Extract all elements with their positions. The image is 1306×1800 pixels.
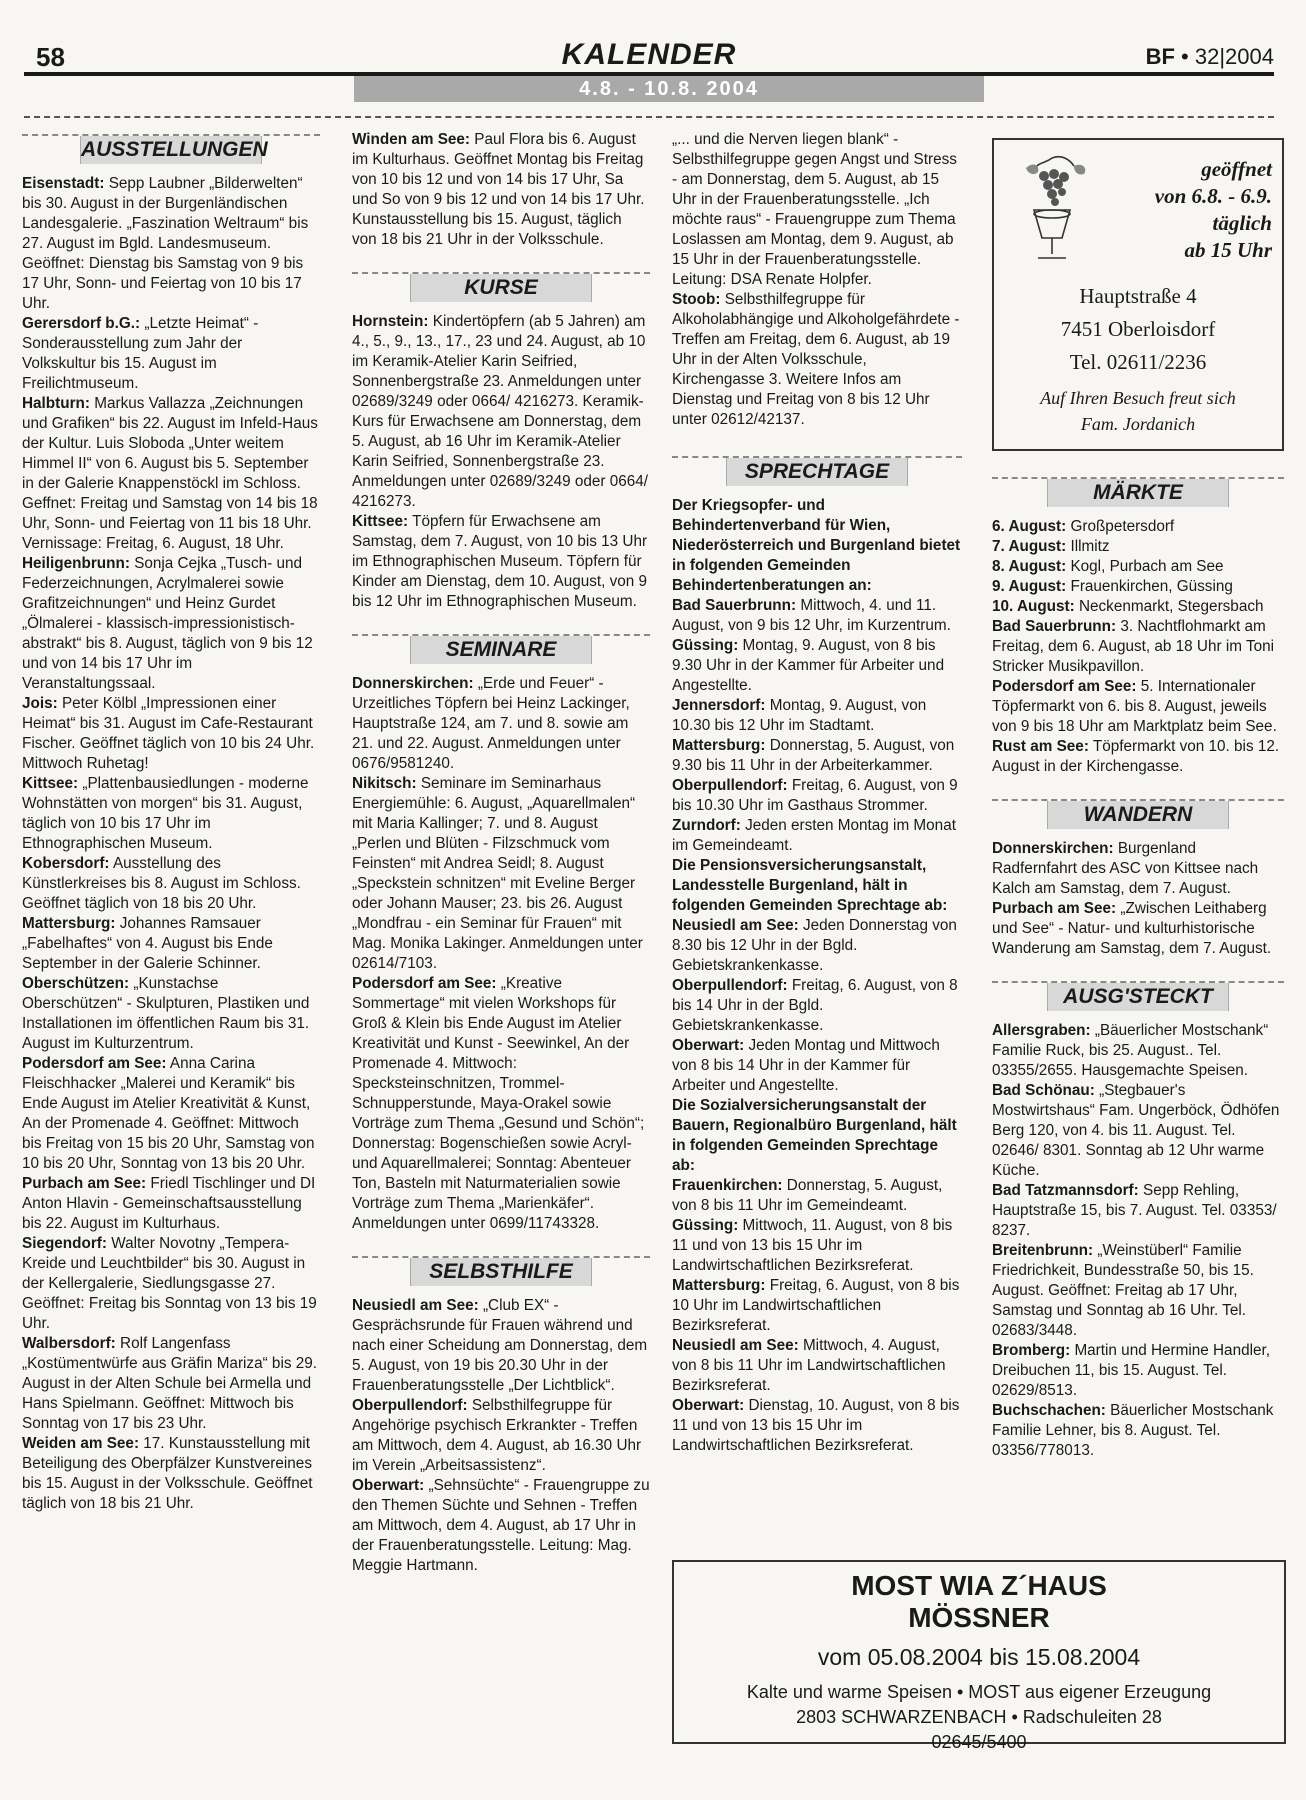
- sprechtage-intro-svb: Die Sozialversicherungsanstalt der Bauern, Regionalbüro Burgenland, hält in folgenden Gemeinden Sprechtage ab:: [672, 1097, 957, 1174]
- entry-text: Jeden Montag und Mittwoch von 8 bis 14 Uhr in der Kammer für Arbeiter und Angestellte.: [672, 1037, 940, 1094]
- entry-location: Mattersburg:: [22, 915, 116, 932]
- opening-hours: geöffnet von 6.8. - 6.9. täglich ab 15 Uhr: [1154, 157, 1272, 262]
- entry-text: Montag, 9. August, von 10.30 bis 12 Uhr im Stadtamt.: [672, 697, 927, 734]
- entry-text: Paul Flora bis 6. August im Kulturhaus. Geöffnet Montag bis Freitag von 10 bis 12 und von 14 bis 17 Uhr, Sa und So von 9 bis 12 und von 14 bis 17 Uhr. Kunstausstellung bis 15. August, täglich von 18 bis 21 Uhr in der Volksschule.: [352, 131, 645, 248]
- entry-text: Friedl Tischlinger und DI Anton Hlavin - Gemeinschaftsausstellung bis 22. August im Kulturhaus.: [22, 1175, 316, 1232]
- calendar-entry: [672, 596, 962, 636]
- calendar-entry: [672, 1276, 962, 1336]
- entry-text: Markus Vallazza „Zeichnungen und Grafiken“ bis 22. August im Infeld-Haus der Kultur. Luis Sloboda „Unter weitem Himmel II“ von 6. August bis 5. September in der Galerie Knappenstöckl im Schloss. Geffnet: Freitag und Samstag von 14 bis 18 Uhr, Sonn- und Feiertag von 11 bis 18 Uhr. Vernissage: Freitag, 6. August, 18 Uhr.: [22, 395, 318, 552]
- entry-location: Donnerskirchen:: [352, 675, 474, 692]
- entry-text: Freitag, 6. August, von 9 bis 10.30 Uhr im Gasthaus Strommer.: [672, 777, 958, 814]
- entry-text: Johannes Ramsauer „Fabelhaftes“ von 4. August bis Ende September in der Galerie Schinner.: [22, 915, 273, 972]
- entry-location: 8. August:: [992, 558, 1067, 575]
- calendar-entry: [992, 517, 1284, 537]
- issue-number: 32|2004: [1194, 44, 1274, 69]
- entry-text: Frauenkirchen, Güssing: [1070, 578, 1233, 595]
- winden-entry-list: [352, 130, 650, 250]
- sprechtage-kob-list: [672, 596, 962, 856]
- entry-text: Illmitz: [1070, 538, 1110, 555]
- entry-location: Frauenkirchen:: [672, 1177, 783, 1194]
- entry-location: Nikitsch:: [352, 775, 417, 792]
- sprechtage-svb-list: [672, 1176, 962, 1456]
- entry-text: „Plattenbausiedlungen - moderne Wohnstätten von morgen“ bis 31. August, täglich von 10 bis 17 Uhr im Ethnographischen Museum.: [22, 775, 309, 852]
- phone: Tel. 02611/2236: [1069, 350, 1207, 374]
- calendar-entry: [672, 816, 962, 856]
- entry-text: Töpfern für Erwachsene am Samstag, dem 7. August, von 10 bis 13 Uhr im Ethnographischen Museum. Töpfern für Kinder am Dienstag, dem 10. August, von 9 bis 12 Uhr im Ethnographischen Museum.: [352, 513, 648, 610]
- entry-text: Bäuerlicher Mostschank Familie Lehner, bis 8. August. Tel. 03356/778013.: [992, 1402, 1274, 1459]
- entry-location: Kittsee:: [22, 775, 79, 792]
- entry-location: Oberpullendorf:: [672, 777, 788, 794]
- calendar-entry: [352, 1396, 650, 1476]
- entry-location: Bromberg:: [992, 1342, 1071, 1359]
- calendar-entry: [672, 976, 962, 1036]
- entry-location: Halbturn:: [22, 395, 90, 412]
- calendar-entry: [992, 537, 1284, 557]
- entry-location: Zurndorf:: [672, 817, 741, 834]
- maerkte-list: [992, 517, 1284, 777]
- entry-text: „Letzte Heimat“ - Sonderausstellung zum Jahr der Volkskultur bis 15. August im Freilichtmuseum.: [22, 315, 259, 392]
- category-title: SPRECHTAGE: [726, 458, 908, 486]
- entry-text: „Bäuerlicher Mostschank“ Familie Ruck, bis 25. August.. Tel. 03355/2655. Hausgemachte Speisen.: [992, 1022, 1269, 1079]
- selbsthilfe-list: [352, 1296, 650, 1576]
- calendar-entry: [992, 737, 1284, 777]
- entry-location: Oberwart:: [672, 1397, 745, 1414]
- calendar-entry: [992, 1081, 1284, 1181]
- entry-location: Neusiedl am See:: [352, 1297, 479, 1314]
- calendar-entry: [672, 696, 962, 736]
- city: 7451 Oberloisdorf: [1060, 317, 1216, 341]
- entry-text: Seminare im Seminarhaus Energiemühle: 6. August, „Aquarellmalen“ mit Maria Kallinger; 7. und 8. August „Perlen und Blüten - Filzschmuck vom Feinsten“ mit Andrea Seidl; 8. August „Speckstein schnitzen“ mit Eveline Berger oder Johann Mauser; 23. bis 26. August „Mondfrau - ein Seminar für Frauen“ mit Mag. Monika Lakinger. Anmeldungen unter 02614/7103.: [352, 775, 643, 972]
- address-block: [1004, 280, 1272, 379]
- section-title: KALENDER: [561, 38, 737, 71]
- issue-separator: •: [1181, 44, 1189, 69]
- category-title: WANDERN: [1047, 801, 1229, 829]
- street: Hauptstraße 4: [1079, 284, 1197, 308]
- calendar-entry: [22, 314, 320, 394]
- most-wia-zhaus-ad: [672, 1560, 1286, 1752]
- category-sprechtage: [672, 456, 962, 486]
- category-title: AUSSTELLUNGEN: [80, 136, 262, 164]
- entry-text: Donnerstag, 5. August, von 9.30 bis 11 Uhr in der Arbeiterkammer.: [672, 737, 955, 774]
- entry-text: 17. Kunstausstellung mit Beteiligung des Oberpfälzer Kunstvereines bis 15. August in der Volksschule. Geöffnet täglich von 18 bis 21 Uhr.: [22, 1435, 313, 1512]
- calendar-entry: [672, 1176, 962, 1216]
- entry-text: „Kreative Sommertage“ mit vielen Workshops für Groß & Klein bis Ende August im Atelier Kreativität und Kunst - Seewinkel, An der Promenade 4. Mittwoch: Specksteinschnitzen, Trommel-Schnupperstunde, Maya-Orakel sowie Vorträge zum Thema „Gesund und Schön“; Donnerstag: Bogenschießen sowie Acryl- und Aquarellmalerei; Sonntag: Abenteuer Ton, Basteln mit Naturmaterialien sowie Vorträge zum Thema „Marienkäfer“. Anmeldungen unter 0699/11743328.: [352, 975, 645, 1232]
- calendar-entry: [992, 677, 1284, 737]
- entry-text: Walter Novotny „Tempera-Kreide und Leuchtbilder“ bis 30. August in der Kellergalerie, Siedlungsgasse 27. Geöffnet: Freitag bis Sonntag von 13 bis 19 Uhr.: [22, 1235, 317, 1332]
- entry-location: Winden am See:: [352, 131, 471, 148]
- issue-info: [1146, 44, 1274, 70]
- calendar-entry: [992, 1021, 1284, 1081]
- entry-location: Breitenbrunn:: [992, 1242, 1094, 1259]
- entry-text: „... und die Nerven liegen blank“ - Selbsthilfegruppe gegen Angst und Stress - am Donnerstag, dem 5. August, ab 15 Uhr in der Frauenberatungsstelle. „Ich möchte raus“ - Frauengruppe zum Thema Loslassen am Montag, dem 9. August, ab 15 Uhr in der Frauenberatungsstelle. Leitung: DSA Renate Holpfer.: [672, 131, 957, 288]
- calendar-entry: [352, 312, 650, 512]
- entry-location: Bad Schönau:: [992, 1082, 1095, 1099]
- header-dashed-divider: [24, 116, 1274, 118]
- ausstellungen-list: [22, 174, 320, 1514]
- entry-text: „Sehnsüchte“ - Frauengruppe zu den Themen Süchte und Sehnen - Treffen am Mittwoch, dem 4. August, ab 17 Uhr in der Frauenberatungsstelle. Leitung: Mag. Meggie Hartmann.: [352, 1477, 650, 1574]
- entry-text: Sonja Cejka „Tusch- und Federzeichnungen, Acrylmalerei sowie Grafitzeichnungen“ und Heinz Gurdet „Ölmalerei - klassisch-impressionistisch-abstrakt“ bis 8. August, täglich von 9 bis 12 und von 14 bis 17 Uhr im Veranstaltungssaal.: [22, 555, 313, 692]
- heuriger-ad-box: [992, 138, 1284, 451]
- entry-text: Montag, 9. August, von 8 bis 9.30 Uhr in der Kammer für Arbeiter und Angestellte.: [672, 637, 945, 694]
- category-title: SELBSTHILFE: [410, 1258, 592, 1286]
- entry-location: Purbach am See:: [992, 900, 1117, 917]
- greeting: Auf Ihren Besuch freut sich Fam. Jordanich: [1040, 388, 1236, 434]
- entry-text: Anna Carina Fleischhacker „Malerei und Keramik“ bis Ende August im Atelier Kreativität & Kunst, An der Promenade 4. Geöffnet: Mittwoch bis Freitag von 15 bis 20 Uhr, Samstag von 10 bis 20 Uhr, Sonntag von 13 bis 20 Uhr.: [22, 1055, 315, 1172]
- entry-location: 10. August:: [992, 598, 1075, 615]
- page-header: [24, 36, 1274, 106]
- calendar-entry: [992, 617, 1284, 677]
- calendar-entry: [992, 1241, 1284, 1341]
- selbsthilfe-continued-list: [672, 130, 962, 430]
- entry-location: Jennersdorf:: [672, 697, 766, 714]
- sprechtage-pva-list: [672, 916, 962, 1096]
- entry-location: Oberschützen:: [22, 975, 130, 992]
- category-seminare: [352, 634, 650, 664]
- entry-location: Rust am See:: [992, 738, 1089, 755]
- entry-text: Dienstag, 10. August, von 8 bis 11 und von 13 bis 15 Uhr im Landwirtschaftlichen Bezirksreferat.: [672, 1397, 960, 1454]
- entry-location: Mattersburg:: [672, 737, 766, 754]
- calendar-entry: [992, 1401, 1284, 1461]
- calendar-entry: [352, 1296, 650, 1396]
- kurse-list: [352, 312, 650, 612]
- entry-location: Mattersburg:: [672, 1277, 766, 1294]
- entry-location: Allersgraben:: [992, 1022, 1091, 1039]
- entry-text: Töpfermarkt von 10. bis 12. August in der Kirchengasse.: [992, 738, 1280, 775]
- entry-location: Oberpullendorf:: [672, 977, 788, 994]
- entry-location: Podersdorf am See:: [352, 975, 497, 992]
- column-2: [352, 130, 650, 1576]
- calendar-entry: [22, 914, 320, 974]
- entry-location: Hornstein:: [352, 313, 429, 330]
- entry-text: Sepp Rehling, Hauptstraße 15, bis 7. August. Tel. 03353/ 8237.: [992, 1182, 1277, 1239]
- entry-text: Kogl, Purbach am See: [1070, 558, 1224, 575]
- category-title: MÄRKTE: [1047, 479, 1229, 507]
- entry-location: Oberwart:: [672, 1037, 745, 1054]
- entry-text: Neckenmarkt, Stegersbach: [1078, 598, 1264, 615]
- calendar-entry: [22, 1174, 320, 1234]
- category-title: SEMINARE: [410, 636, 592, 664]
- entry-text: Jeden ersten Montag im Monat im Gemeindeamt.: [672, 817, 956, 854]
- entry-location: Heiligenbrunn:: [22, 555, 130, 572]
- calendar-entry: [22, 1334, 320, 1434]
- entry-text: Kindertöpfern (ab 5 Jahren) am 4., 5., 9., 13., 17., 23 und 24. August, ab 10 im Keramik-Atelier Karin Seifried, Sonnenbergstraße 23. Anmeldungen unter 02689/3249 oder 0664/ 4216273. Keramik-Kurs für Erwachsene am Donnerstag, dem 5. August, ab 16 Uhr im Keramik-Atelier Karin Seifried, Sonnenbergstraße 23. Anmeldungen unter 02689/3249 oder 0664/ 4216273.: [352, 313, 648, 510]
- category-ausstellungen: [22, 134, 320, 164]
- entry-text: Martin und Hermine Handler, Dreibuchen 11, bis 15. August. Tel. 02629/8513.: [992, 1342, 1270, 1399]
- calendar-entry: [22, 854, 320, 914]
- category-wandern: [992, 799, 1284, 829]
- calendar-entry: [672, 1216, 962, 1276]
- calendar-entry: [22, 694, 320, 774]
- entry-text: Großpetersdorf: [1070, 518, 1175, 535]
- calendar-entry: [992, 899, 1284, 959]
- entry-location: Kittsee:: [352, 513, 409, 530]
- calendar-entry: [22, 394, 320, 554]
- entry-location: Purbach am See:: [22, 1175, 147, 1192]
- calendar-entry: [352, 130, 650, 250]
- sprechtage-intro-kob: Der Kriegsopfer- und Behindertenverband für Wien, Niederösterreich und Burgenland bietet in folgenden Gemeinden Behindertenberatungen an:: [672, 497, 961, 594]
- publication-name: BF: [1145, 44, 1175, 69]
- entry-text: Mittwoch, 4. August, von 8 bis 11 Uhr im Landwirtschaftlichen Bezirksreferat.: [672, 1337, 946, 1394]
- ad-offer: Kalte und warme Speisen • MOST aus eigener Erzeugung: [746, 1682, 1212, 1702]
- calendar-entry: [22, 774, 320, 854]
- date-range-bar: 4.8. - 10.8. 2004: [354, 76, 984, 102]
- calendar-entry: [22, 174, 320, 314]
- entry-location: Güssing:: [672, 637, 739, 654]
- ad-address: 2803 SCHWARZENBACH • Radschuleiten 28: [796, 1707, 1162, 1727]
- category-kurse: [352, 272, 650, 302]
- category-maerkte: [992, 477, 1284, 507]
- entry-location: Donnerskirchen:: [992, 840, 1114, 857]
- entry-text: Selbsthilfegruppe für Alkoholabhängige und Alkoholgefährdete - Treffen am Freitag, dem 6. August, ab 19 Uhr in der Alten Volksschule, Kirchengasse 3. Weitere Infos am Dienstag und Freitag von 8 bis 12 Uhr unter 02612/42137.: [672, 291, 960, 428]
- entry-location: Kobersdorf:: [22, 855, 110, 872]
- ad-phone: 02645/5400: [931, 1732, 1027, 1752]
- calendar-entry: [352, 1476, 650, 1576]
- page-number: 58: [36, 42, 65, 72]
- calendar-entry: [672, 1336, 962, 1396]
- entry-location: Bad Sauerbrunn:: [992, 618, 1117, 635]
- entry-location: Siegendorf:: [22, 1235, 107, 1252]
- calendar-entry: [22, 1234, 320, 1334]
- entry-location: 7. August:: [992, 538, 1067, 555]
- ad-title: MOST WIA Z´HAUS: [851, 1570, 1107, 1601]
- entry-text: Selbsthilfegruppe für Angehörige psychisch Erkrankter - Treffen am Mittwoch, dem 4. August, ab 16.30 Uhr im Verein „Arbeitsassistenz“.: [352, 1397, 642, 1474]
- entry-location: Oberpullendorf:: [352, 1397, 468, 1414]
- entry-location: Oberwart:: [352, 1477, 425, 1494]
- entry-location: Podersdorf am See:: [22, 1055, 167, 1072]
- entry-location: Güssing:: [672, 1217, 739, 1234]
- entry-text: Jeden Donnerstag von 8.30 bis 12 Uhr in der Bgld. Gebietskrankenkasse.: [672, 917, 957, 974]
- calendar-entry: [992, 1181, 1284, 1241]
- calendar-entry: [672, 776, 962, 816]
- calendar-entry: [352, 674, 650, 774]
- entry-text: „Weinstüberl“ Familie Friedrichkeit, Bundesstraße 50, bis 15. August. Geöffnet: Freitag ab 17 Uhr, Samstag und Sonntag ab 16 Uhr. Tel. 02683/3448.: [992, 1242, 1254, 1339]
- entry-location: Weiden am See:: [22, 1435, 140, 1452]
- entry-text: Peter Kölbl „Impressionen einer Heimat“ bis 31. August im Cafe-Restaurant Fischer. Geöffnet täglich von 10 bis 24 Uhr. Mittwoch Ruhetag!: [22, 695, 315, 772]
- category-title: KURSE: [410, 274, 592, 302]
- sprechtage-intro-pva: Die Pensionsversicherungsanstalt, Landesstelle Burgenland, hält in folgenden Gemeinden Sprechtage ab:: [672, 857, 948, 914]
- calendar-entry: [22, 974, 320, 1054]
- entry-text: Burgenland Radfernfahrt des ASC von Kittsee nach Kalch am Samstag, dem 7. August.: [992, 840, 1259, 897]
- entry-text: 5. Internationaler Töpfermarkt von 6. bis 8. August, jeweils von 9 bis 18 Uhr am Marktplatz beim See.: [992, 678, 1277, 735]
- calendar-entry: [992, 557, 1284, 577]
- entry-location: Stoob:: [672, 291, 721, 308]
- ausgsteckt-list: [992, 1021, 1284, 1461]
- calendar-entry: [992, 1341, 1284, 1401]
- entry-text: „Club EX“ - Gesprächsrunde für Frauen während und nach einer Scheidung am Donnerstag, dem 5. August, von 19 bis 20.30 Uhr in der Frauenberatungsstelle „Der Lichtblick“.: [352, 1297, 648, 1394]
- calendar-entry: [992, 597, 1284, 617]
- entry-text: „Kunstachse Oberschützen“ - Skulpturen, Plastiken und Installationen im öffentlichen Raum bis 31. August im Kulturzentrum.: [22, 975, 310, 1052]
- entry-text: Freitag, 6. August, von 8 bis 10 Uhr im Landwirtschaftlichen Bezirksreferat.: [672, 1277, 960, 1334]
- entry-text: Mittwoch, 4. und 11. August, von 9 bis 12 Uhr, im Kurzentrum.: [672, 597, 951, 634]
- calendar-entry: [352, 774, 650, 974]
- entry-text: Mittwoch, 11. August, von 8 bis 11 und von 13 bis 15 Uhr im Landwirtschaftlichen Bezirksreferat.: [672, 1217, 953, 1274]
- entry-location: 9. August:: [992, 578, 1067, 595]
- entry-text: 3. Nachtflohmarkt am Freitag, dem 6. August, ab 18 Uhr im Toni Stricker Musikpavillon.: [992, 618, 1275, 675]
- entry-text: „Erde und Feuer“ - Urzeitliches Töpfern bei Heinz Lackinger, Hauptstraße 124, am 7. und 8. sowie am 21. und 22. August. Anmeldungen unter 0676/9581240.: [352, 675, 630, 772]
- entry-location: Bad Sauerbrunn:: [672, 597, 797, 614]
- entry-location: Eisenstadt:: [22, 175, 105, 192]
- entry-location: 6. August:: [992, 518, 1067, 535]
- entry-location: Walbersdorf:: [22, 1335, 116, 1352]
- entry-location: Buchschachen:: [992, 1402, 1106, 1419]
- calendar-entry: [352, 512, 650, 612]
- seminare-list: [352, 674, 650, 1234]
- entry-location: Podersdorf am See:: [992, 678, 1137, 695]
- calendar-entry: [672, 916, 962, 976]
- column-4: [992, 130, 1284, 1461]
- calendar-entry: [22, 1434, 320, 1514]
- category-title: AUSG'STECKT: [1047, 983, 1229, 1011]
- entry-text: Freitag, 6. August, von 8 bis 14 Uhr in der Bgld. Gebietskrankenkasse.: [672, 977, 958, 1034]
- calendar-entry: [672, 1036, 962, 1096]
- entry-text: Donnerstag, 5. August, von 8 bis 11 Uhr im Gemeindeamt.: [672, 1177, 943, 1214]
- category-selbsthilfe: [352, 1256, 650, 1286]
- entry-location: Neusiedl am See:: [672, 1337, 799, 1354]
- wandern-list: [992, 839, 1284, 959]
- entry-location: Bad Tatzmannsdorf:: [992, 1182, 1139, 1199]
- entry-text: „Stegbauer's Mostwirtshaus“ Fam. Ungerböck, Ödhöfen Berg 120, von 4. bis 11. August. Tel. 02646/ 8301. Sonntag ab 12 Uhr warme Küche.: [992, 1082, 1280, 1179]
- ad-dates: vom 05.08.2004 bis 15.08.2004: [817, 1644, 1141, 1670]
- column-1: [22, 130, 320, 1514]
- calendar-entry: [992, 839, 1284, 899]
- column-3: [672, 130, 962, 1456]
- calendar-entry: [672, 736, 962, 776]
- entry-location: Gerersdorf b.G.:: [22, 315, 141, 332]
- entry-text: Rolf Langenfass „Kostümentwürfe aus Gräfin Mariza“ bis 29. August in der Alten Schule bei Armella und Hans Spielmann. Geöffnet: Mittwoch bis Sonntag von 17 bis 23 Uhr.: [22, 1335, 318, 1432]
- calendar-entry: [352, 974, 650, 1234]
- calendar-entry: [992, 577, 1284, 597]
- entry-text: „Zwischen Leithaberg und See“ - Natur- und kulturhistorische Wanderung am Samstag, dem 7. August.: [992, 900, 1272, 957]
- calendar-entry: [672, 130, 962, 290]
- category-ausgsteckt: [992, 981, 1284, 1011]
- calendar-entry: [22, 554, 320, 694]
- calendar-entry: [672, 290, 962, 430]
- entry-location: Jois:: [22, 695, 58, 712]
- entry-text: Sepp Laubner „Bilderwelten“ bis 30. August in der Burgenländischen Landesgalerie. „Faszination Weltraum“ bis 27. August im Bgld. Landesmuseum. Geöffnet: Dienstag bis Samstag von 9 bis 17 Uhr, Sonn- und Feiertag von 10 bis 17 Uhr.: [22, 175, 309, 312]
- calendar-entry: [672, 1396, 962, 1456]
- calendar-entry: [22, 1054, 320, 1174]
- grape-wine-icon: [1004, 150, 1100, 270]
- entry-text: Ausstellung des Künstlerkreises bis 8. August im Schloss. Geöffnet täglich von 18 bis 20 Uhr.: [22, 855, 301, 912]
- entry-location: Neusiedl am See:: [672, 917, 799, 934]
- ad-name: MÖSSNER: [908, 1602, 1050, 1633]
- calendar-entry: [672, 636, 962, 696]
